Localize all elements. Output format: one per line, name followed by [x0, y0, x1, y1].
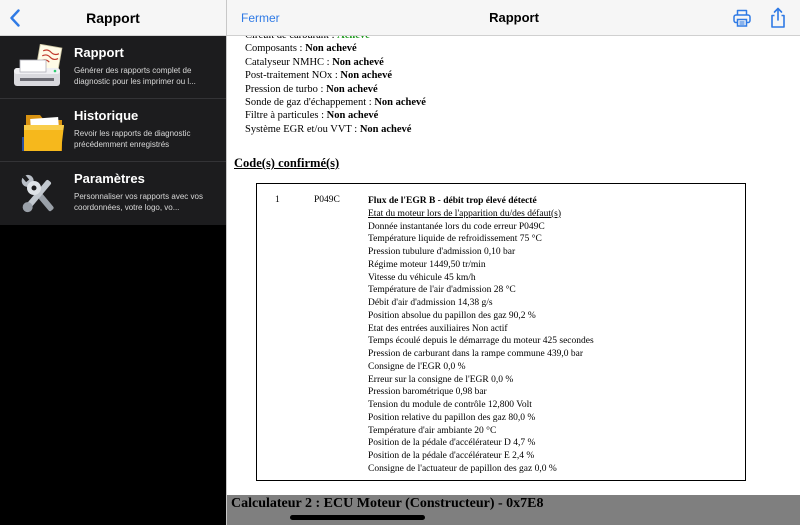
home-indicator[interactable]: [290, 515, 425, 520]
freeze-frame-line: Consigne de l'EGR 0,0 %: [368, 361, 466, 372]
confirmed-codes-heading: Code(s) confirmé(s): [234, 156, 340, 170]
folder-icon: [12, 107, 68, 155]
freeze-frame-line: Pression de carburant dans la rampe commune 439,0 bar: [368, 349, 584, 359]
status-value: Non achevé: [374, 97, 426, 109]
readiness-status-list: [245, 29, 426, 136]
status-value: Non achevé: [340, 70, 392, 82]
status-row: [245, 42, 426, 55]
sidebar-item-label: Paramètres: [74, 171, 145, 186]
sidebar-item-label: Historique: [74, 108, 139, 123]
dtc-number: 1: [275, 195, 280, 205]
status-row: [245, 56, 426, 69]
dtc-code: P049C: [314, 195, 340, 205]
sidebar-header: [0, 0, 226, 36]
freeze-frame-line: Tension du module de contrôle 12,800 Volt: [368, 400, 532, 410]
freeze-frame-line: Temps écoulé depuis le démarrage du moteur 425 secondes: [368, 336, 594, 347]
status-label: Pression de turbo :: [245, 83, 327, 95]
freeze-frame-line: Erreur sur la consigne de l'EGR 0,0 %: [368, 374, 514, 385]
status-label: Composants :: [245, 43, 306, 55]
freeze-frame-line: Température d'air ambiante 20 °C: [368, 425, 497, 436]
page-title: Rapport: [489, 10, 539, 25]
status-label: Filtre à particules :: [245, 110, 327, 122]
freeze-frame-line: Pression tubulure d'admission 0,10 bar: [368, 247, 516, 257]
freeze-frame-line: Vitesse du véhicule 45 km/h: [368, 272, 476, 283]
status-label: Système EGR et/ou VVT :: [245, 123, 360, 135]
close-button[interactable]: Fermer: [241, 11, 280, 25]
section-title: Calculateur 2 : ECU Moteur (Constructeur) - 0x7E8: [231, 496, 544, 511]
sidebar-item-parametres[interactable]: [0, 162, 226, 225]
freeze-frame-line: Température de l'air d'admission 28 °C: [368, 285, 516, 296]
status-value: Non achevé: [305, 43, 357, 55]
sidebar-item-historique[interactable]: [0, 99, 226, 162]
freeze-frame-line: Position relative du papillon des gaz 80,0 %: [368, 412, 536, 423]
dtc-title: Flux de l'EGR B - débit trop élevé détecté: [368, 196, 537, 206]
navigation-bar: [227, 0, 800, 36]
freeze-frame-line: Donnée instantanée lors du code erreur P049C: [368, 221, 545, 232]
freeze-frame-line: Régime moteur 1449,50 tr/min: [368, 259, 486, 270]
sidebar-item-label: Rapport: [74, 45, 124, 60]
status-row: [245, 123, 426, 136]
print-icon: [732, 8, 752, 28]
status-row: [245, 96, 426, 109]
status-label: Sonde de gaz d'échappement :: [245, 97, 375, 109]
dtc-subtitle: Etat du moteur lors de l'apparition du/des défaut(s): [368, 208, 561, 219]
dtc-table: [256, 183, 746, 481]
share-icon: [768, 7, 788, 29]
tools-icon: [12, 170, 68, 218]
status-value: Non achevé: [359, 123, 412, 135]
sidebar-item-rapport[interactable]: [0, 36, 226, 99]
freeze-frame-line: Position absolue du papillon des gaz 90,2 %: [368, 310, 536, 321]
freeze-frame-line: Position de la pédale d'accélérateur E 2,4 %: [368, 451, 535, 461]
status-row: [245, 83, 426, 96]
share-button[interactable]: [768, 7, 788, 29]
section-header-bar: [227, 495, 800, 525]
freeze-frame-line: Etat des entrées auxiliaires Non actif: [368, 323, 508, 334]
report-document[interactable]: [227, 0, 800, 525]
status-row: [245, 109, 426, 122]
dtc-details: [368, 195, 738, 476]
freeze-frame-line: Pression barométrique 0,98 bar: [368, 387, 487, 398]
report-view: [226, 0, 800, 525]
sidebar-item-description: Générer des rapports complet de diagnostic pour les imprimer ou l...: [74, 66, 196, 86]
sidebar: [0, 0, 226, 525]
freeze-frame-line: Température liquide de refroidissement 75 °C: [368, 234, 542, 245]
status-row: [245, 69, 426, 82]
freeze-frame-line: Consigne de l'actuateur de papillon des gaz 0,0 %: [368, 463, 557, 474]
print-button[interactable]: [732, 8, 752, 28]
status-label: Catalyseur NMHC :: [245, 56, 333, 68]
sidebar-title: Rapport: [86, 10, 140, 26]
status-value: Non achevé: [332, 56, 384, 68]
sidebar-menu: [0, 36, 226, 225]
status-value: Non achevé: [326, 83, 378, 95]
status-value: Non achevé: [326, 110, 379, 122]
freeze-frame-line: Position de la pédale d'accélérateur D 4,7 %: [368, 438, 536, 449]
sidebar-item-description: Personnaliser vos rapports avec vos coordonnées, votre logo, vo...: [74, 192, 203, 212]
status-label: Post-traitement NOx :: [245, 70, 341, 82]
printer-report-icon: [12, 44, 68, 92]
sidebar-item-description: Revoir les rapports de diagnostic précédemment enregistrés: [74, 129, 191, 149]
freeze-frame-line: Débit d'air d'admission 14,38 g/s: [368, 298, 493, 308]
